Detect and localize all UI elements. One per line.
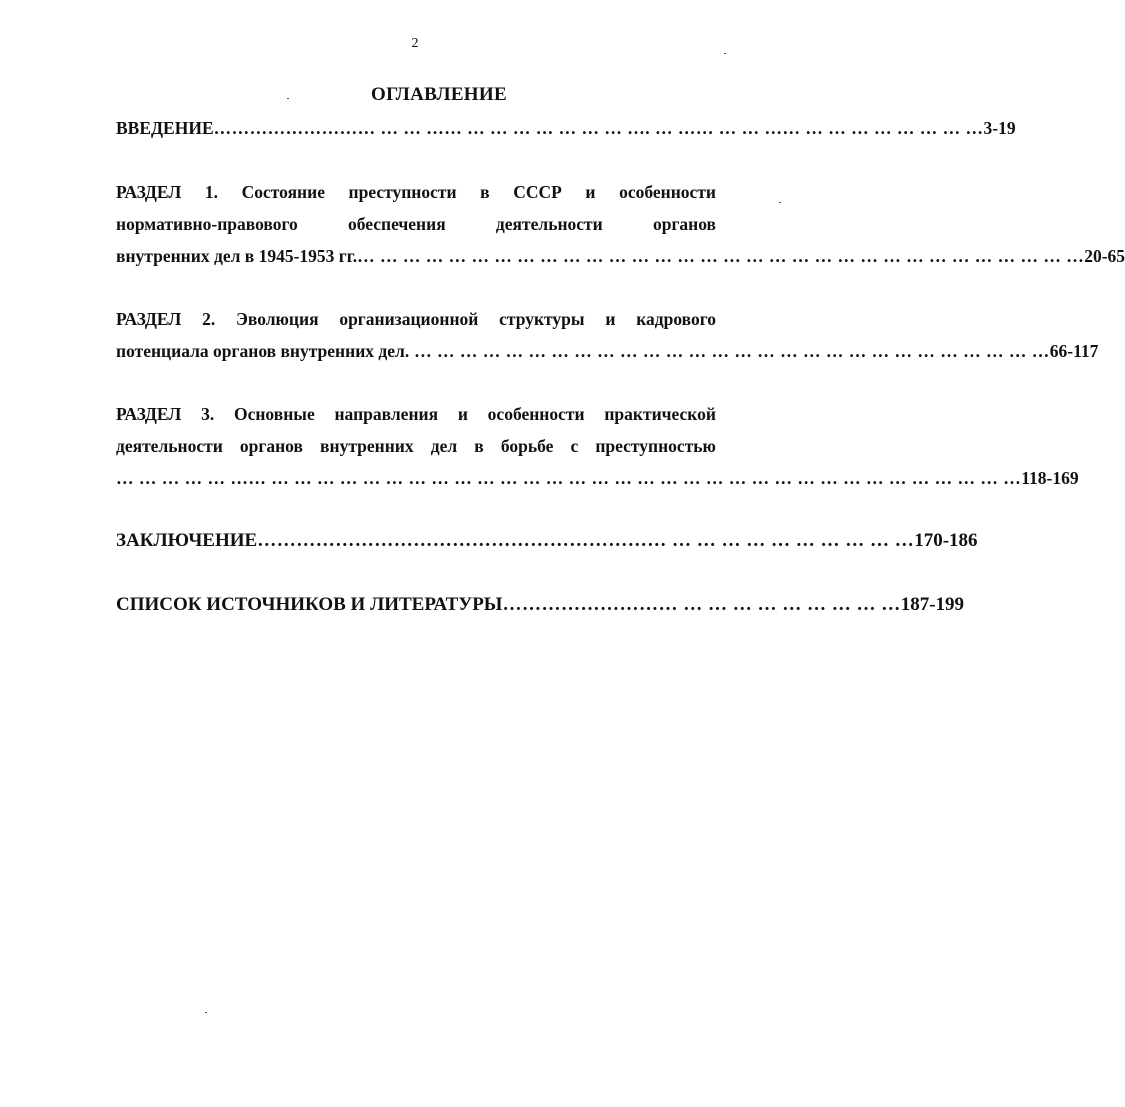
scan-speck — [724, 53, 726, 54]
scan-speck — [287, 98, 289, 99]
word: и — [585, 182, 596, 202]
scan-speck — [779, 202, 781, 203]
toc-entry-section-2 — [116, 303, 1099, 367]
section-2-pages: 66-117 — [1049, 341, 1099, 361]
word: Основные — [233, 404, 315, 424]
toc-entry-section-1 — [116, 176, 1125, 272]
section-2-text: потенциала органов внутренних дел. — [116, 341, 410, 361]
leader-dots: ……………………… … … …… … … … … … … … …. … …… … … …… … … … … … … … … — [213, 118, 984, 138]
word: с — [570, 436, 579, 456]
section-1-text: внутренних дел в 1945-1953 гг. — [116, 246, 358, 266]
leader-dots: … … … … … …… … … … … … … … … … … … … … … … … … … … … … … … … … … … … … … … … … — [116, 468, 1022, 488]
word: внутренних — [320, 436, 414, 456]
toc-entry-section-3 — [116, 398, 1079, 494]
word: обеспечения — [347, 214, 446, 234]
word: кадрового — [636, 309, 716, 329]
word: особенности — [487, 404, 585, 424]
word: РАЗДЕЛ — [116, 182, 182, 202]
leader-dots: … … … … … … … … … … … … … … … … … … … … … … … … … … … … — [409, 341, 1050, 361]
word: деятельности — [116, 436, 223, 456]
toc-entry-intro — [116, 112, 1016, 144]
leader-dots: ……………………………………………………… … … … … … … … … … … — [257, 530, 915, 551]
section-2-line-2 — [116, 335, 1099, 367]
bibliography-label: СПИСОК ИСТОЧНИКОВ И ЛИТЕРАТУРЫ — [116, 594, 503, 615]
word: направления — [334, 404, 439, 424]
word: структуры — [499, 309, 585, 329]
word: 2. — [202, 309, 216, 329]
section-2-line-1 — [116, 303, 716, 335]
word: особенности — [619, 182, 716, 202]
toc-entry-bibliography — [116, 589, 965, 621]
section-1-line-2 — [116, 208, 716, 240]
word: в — [474, 436, 484, 456]
section-3-pages: 118-169 — [1021, 468, 1079, 488]
section-1-line-1 — [116, 176, 716, 208]
word: борьбе — [500, 436, 554, 456]
word: практической — [604, 404, 716, 424]
section-3-line-1 — [116, 398, 716, 430]
page-number: 2 — [411, 36, 419, 51]
word: 3. — [201, 404, 215, 424]
word: преступности — [348, 182, 457, 202]
word: и — [457, 404, 468, 424]
word: РАЗДЕЛ — [116, 309, 182, 329]
word: органов — [652, 214, 716, 234]
word: Состояние — [241, 182, 325, 202]
word: Эволюция — [236, 309, 319, 329]
toc-entry-conclusion — [116, 525, 978, 557]
section-1-pages: 20-65 — [1084, 246, 1125, 266]
section-3-line-2 — [116, 430, 716, 462]
word: 1. — [204, 182, 219, 202]
leader-dots: ……………………… … … … … … … … … … — [502, 594, 901, 615]
word: и — [605, 309, 616, 329]
word: СССР — [513, 182, 562, 202]
word: преступностью — [595, 436, 716, 456]
leader-dots: … … … … … … … … … … … … … … … … … … … … … … … … … … … … … … … … — [357, 246, 1085, 266]
section-1-line-3 — [116, 240, 1125, 272]
intro-pages: 3-19 — [983, 118, 1016, 138]
toc-title: ОГЛАВЛЕНИЕ — [371, 84, 507, 105]
word: нормативно-правового — [116, 214, 298, 234]
conclusion-label: ЗАКЛЮЧЕНИЕ — [116, 530, 258, 551]
word: организационной — [339, 309, 479, 329]
conclusion-pages: 170-186 — [914, 530, 978, 551]
word: дел — [430, 436, 458, 456]
word: органов — [239, 436, 303, 456]
word: деятельности — [495, 214, 603, 234]
scan-speck — [205, 1012, 207, 1013]
intro-label: ВВЕДЕНИЕ — [116, 118, 214, 138]
word: в — [480, 182, 490, 202]
bibliography-pages: 187-199 — [900, 594, 965, 615]
section-3-line-3 — [116, 462, 1079, 494]
word: РАЗДЕЛ — [116, 404, 182, 424]
